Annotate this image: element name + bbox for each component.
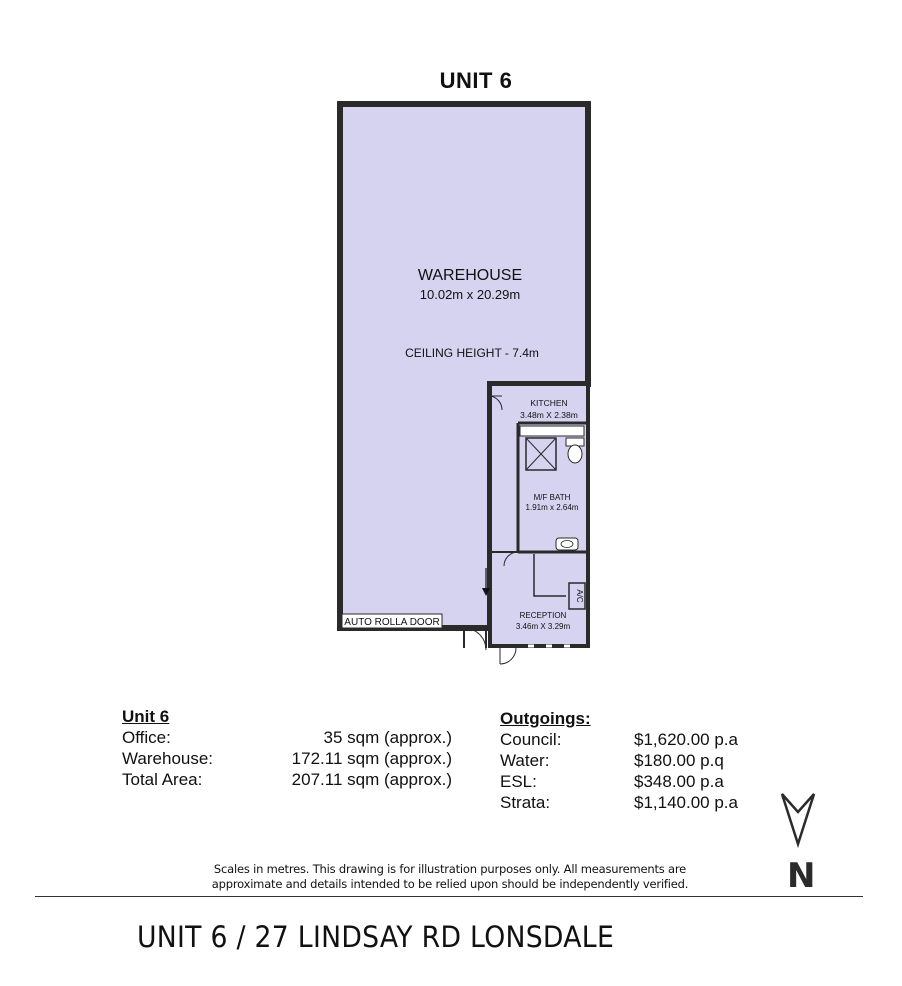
- bath-name: M/F BATH: [533, 493, 571, 502]
- outgoings-heading: Outgoings:: [500, 709, 591, 728]
- divider: [35, 896, 863, 897]
- property-address: UNIT 6 / 27 LINDSAY RD LONSDALE: [137, 920, 615, 954]
- area-value: 172.11 sqm (approx.): [291, 749, 452, 768]
- area-row: [122, 727, 462, 748]
- outgoings-table: [500, 708, 770, 813]
- area-label: Total Area:: [122, 770, 203, 789]
- outgoing-value: $348.00 p.a: [634, 772, 724, 791]
- area-value: 207.11 sqm (approx.): [291, 770, 452, 789]
- outgoing-label: ESL:: [500, 772, 537, 791]
- kitchen-bench: [520, 426, 584, 436]
- disclaimer-line: approximate and details intended to be relied upon should be independently verified.: [211, 877, 689, 891]
- outgoing-value: $180.00 p.q: [634, 751, 724, 770]
- bath-dimensions: 1.91m x 2.64m: [525, 503, 579, 512]
- ceiling-height-note: CEILING HEIGHT - 7.4m: [405, 346, 539, 360]
- unit-area-table: [122, 706, 462, 790]
- outgoing-label: Strata:: [500, 793, 551, 812]
- disclaimer: [200, 862, 700, 892]
- plan-title: UNIT 6: [439, 68, 513, 93]
- area-row: [122, 748, 462, 769]
- north-letter: N: [787, 856, 816, 896]
- kitchen-name: KITCHEN: [530, 398, 568, 408]
- outgoing-row: [500, 729, 770, 750]
- ac-label: A/C: [575, 589, 584, 603]
- kitchen-dimensions: 3.48m X 2.38m: [520, 410, 578, 420]
- outgoing-label: Council:: [500, 730, 562, 749]
- warehouse-dimensions: 10.02m x 20.29m: [419, 287, 521, 302]
- outgoing-value: $1,620.00 p.a: [634, 730, 738, 749]
- disclaimer-line: Scales in metres. This drawing is for illustration purposes only. All measurements are: [213, 862, 687, 876]
- unit-info-heading: Unit 6: [122, 707, 170, 726]
- reception-dimensions: 3.46m X 3.29m: [515, 622, 571, 631]
- area-label: Office:: [122, 728, 171, 747]
- warehouse-name: WAREHOUSE: [417, 267, 523, 284]
- outgoing-label: Water:: [500, 751, 550, 770]
- area-row: [122, 769, 462, 790]
- north-arrow-icon: [778, 790, 818, 852]
- area-label: Warehouse:: [122, 749, 214, 768]
- auto-rolla-door-label: AUTO ROLLA DOOR: [344, 617, 440, 628]
- outgoing-row: [500, 792, 770, 813]
- outgoing-row: [500, 750, 770, 771]
- area-value: 35 sqm (approx.): [323, 728, 452, 747]
- outgoing-value: $1,140.00 p.a: [634, 793, 738, 812]
- toilet-bowl-icon: [568, 445, 582, 463]
- outgoing-row: [500, 771, 770, 792]
- reception-name: RECEPTION: [519, 611, 567, 620]
